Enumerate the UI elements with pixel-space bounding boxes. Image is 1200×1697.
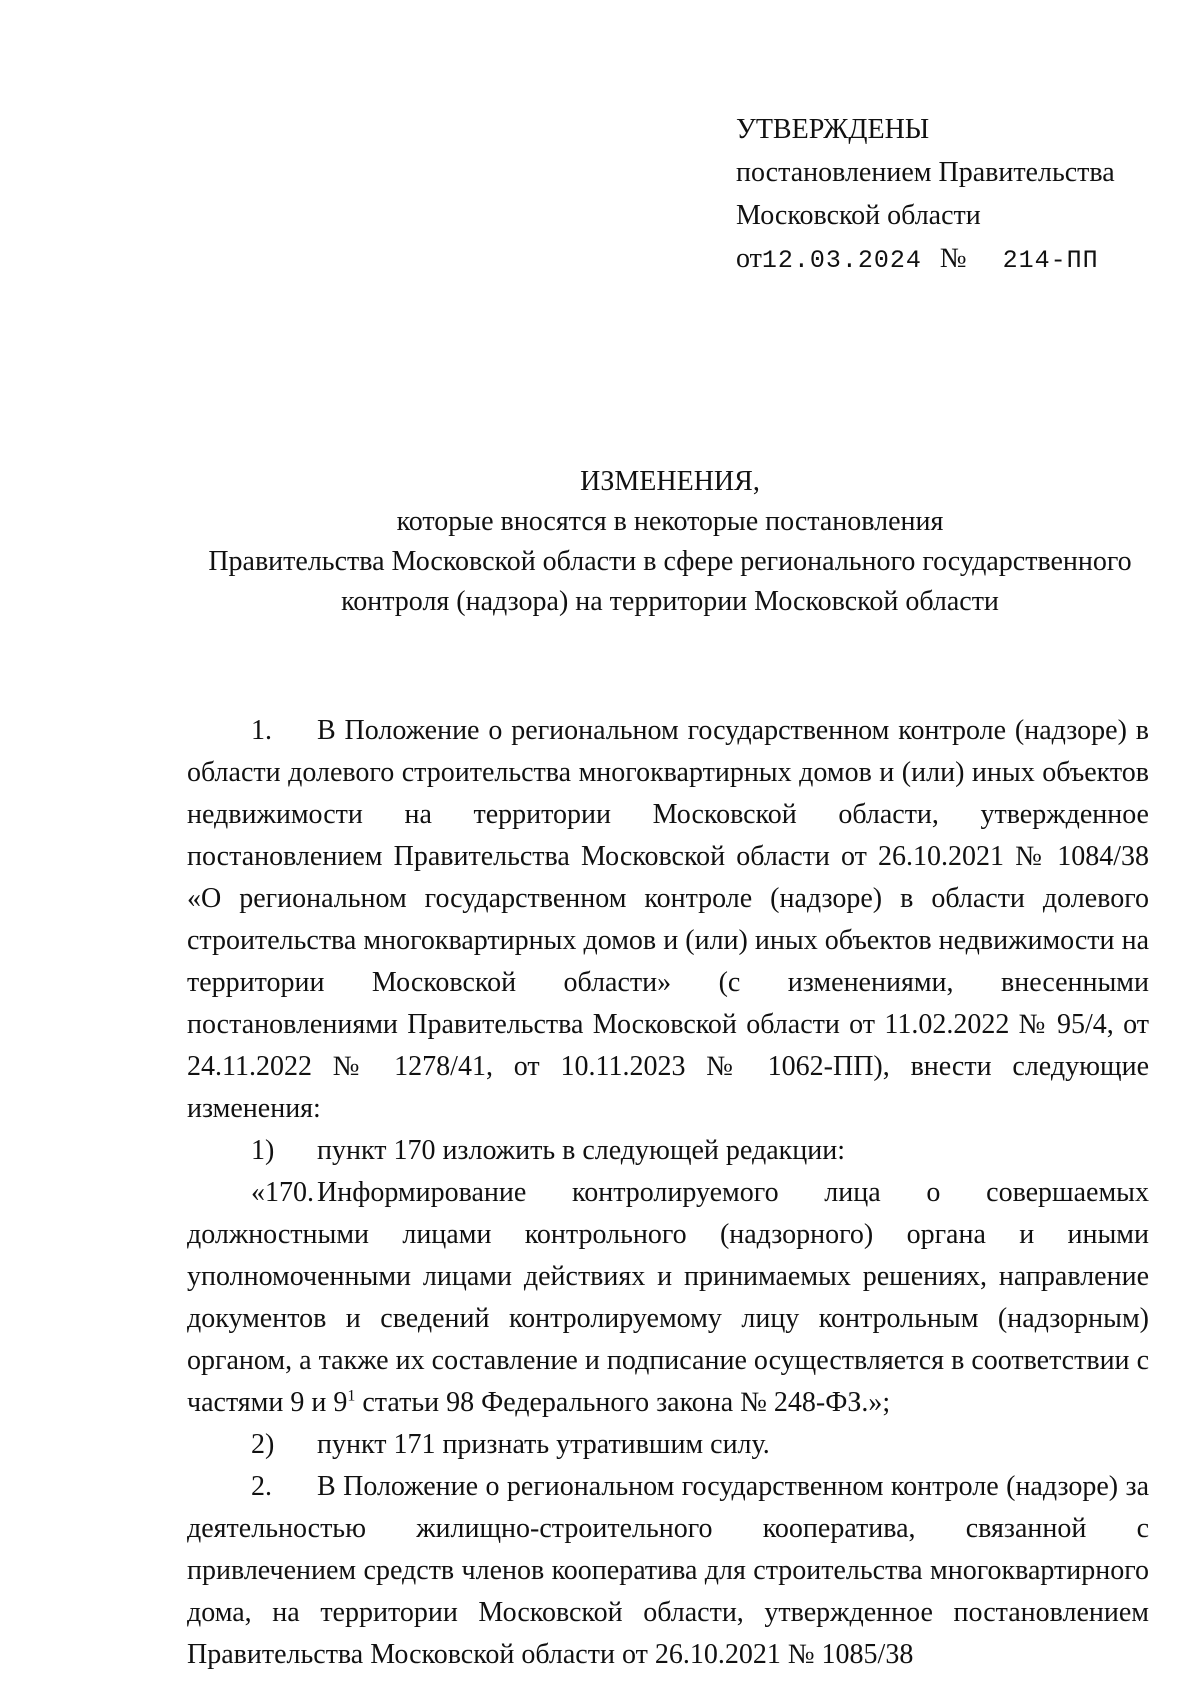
approval-line-1: постановлением Правительства	[736, 157, 1115, 188]
section-1-number: 1.	[251, 715, 272, 746]
heading-title: ИЗМЕНЕНИЯ,	[580, 466, 760, 497]
section-1-paragraph	[187, 710, 1149, 1130]
approval-number: 214-ПП	[1002, 246, 1099, 275]
section-2-number: 2.	[251, 1471, 272, 1502]
section-1-text: В Положение о региональном государственном контроле (надзоре) в области долевого строительства многоквартирных домов и (или) иных объектов недвижимости на территории Московской области, утвержденное постановлением Правительства Московской области от 26.10.2021 № 1084/38 «О региональном государственном контроле (надзоре) в области долевого строительства многоквартирных домов и (или) иных объектов недвижимости на территории Московской области» (с изменениями, внесенными постановлениями Правительства Московской области от 11.02.2022 № 95/4, от 24.11.2022 № 1278/41, от 10.11.2023 № 1062-ПП), внести следующие изменения:	[187, 715, 1149, 1124]
section-2-text: В Положение о региональном государственном контроле (надзоре) за деятельностью жилищно-строительного кооператива, связанной с привлечением средств членов кооператива для строительства многоквартирного дома, на территории Московской области, утвержденное постановлением Правительства Московской области от 26.10.2021 № 1085/38	[187, 1471, 1149, 1670]
heading-line-3: контроля (надзора) на территории Московской области	[341, 586, 999, 617]
document-body	[187, 710, 1149, 1676]
approval-stamp	[736, 108, 1115, 282]
quote-superscript: 1	[347, 1387, 356, 1405]
document-heading	[180, 462, 1160, 622]
quote-text: Информирование контролируемого лица о совершаемых должностными лицами контрольного (надзорного) органа и иными уполномоченными лицами действиях и принимаемых решениях, направление документов и сведений контролируемому лицу контрольным (надзорным) органом, а также их составление и подписание осуществляется в соответствии с частями 9 и 9	[187, 1177, 1149, 1418]
approval-date-prefix: от	[736, 243, 762, 274]
section-1-item-1	[187, 1130, 1149, 1172]
quote-number: «170.	[251, 1177, 314, 1208]
approval-line-2: Московской области	[736, 200, 981, 231]
heading-line-2: Правительства Московской области в сфере регионального государственного	[208, 546, 1132, 577]
approval-date-line	[736, 237, 1115, 282]
approval-title: УТВЕРЖДЕНЫ	[736, 114, 930, 145]
item-1-text: пункт 170 изложить в следующей редакции:	[317, 1135, 845, 1166]
item-1-number: 1)	[251, 1135, 275, 1166]
heading-line-1: которые вносятся в некоторые постановления	[396, 506, 944, 537]
quote-text-end: статьи 98 Федерального закона № 248-ФЗ.»;	[355, 1387, 891, 1418]
item-2-text: пункт 171 признать утратившим силу.	[317, 1429, 770, 1460]
section-2-paragraph	[187, 1466, 1149, 1676]
approval-date: 12.03.2024	[761, 246, 922, 275]
approval-number-sign: №	[939, 243, 967, 274]
section-1-item-2	[187, 1424, 1149, 1466]
section-1-quote	[187, 1172, 1149, 1424]
item-2-number: 2)	[251, 1429, 275, 1460]
